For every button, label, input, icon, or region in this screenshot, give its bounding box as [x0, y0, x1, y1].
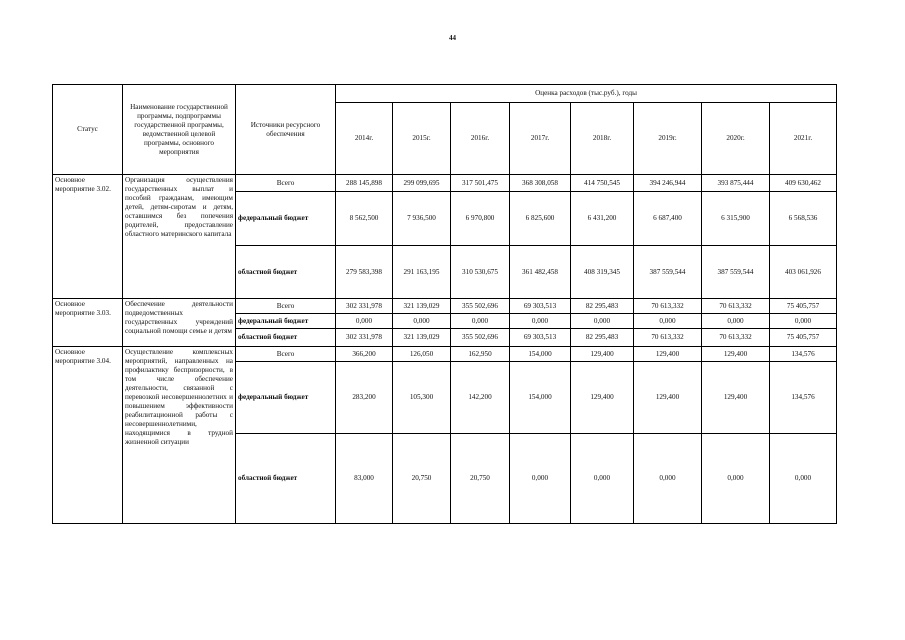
- value-cell: 82 295,483: [571, 329, 634, 347]
- value-cell: 302 331,978: [336, 299, 393, 314]
- value-cell: 75 405,757: [770, 329, 837, 347]
- value-cell: 0,000: [571, 434, 634, 524]
- value-cell: 7 936,500: [393, 192, 451, 246]
- table-row: [53, 299, 837, 314]
- value-cell: 82 295,483: [571, 299, 634, 314]
- value-cell: 0,000: [770, 434, 837, 524]
- value-cell: 70 613,332: [634, 299, 702, 314]
- value-cell: 0,000: [770, 314, 837, 329]
- value-cell: 6 568,536: [770, 192, 837, 246]
- value-cell: 279 583,398: [336, 246, 393, 299]
- value-cell: 387 559,544: [702, 246, 770, 299]
- value-cell: 6 431,200: [571, 192, 634, 246]
- value-cell: 283,200: [336, 362, 393, 434]
- value-cell: 310 530,675: [451, 246, 510, 299]
- value-cell: 126,050: [393, 347, 451, 362]
- budget-table: [52, 84, 837, 524]
- status-cell: Основное мероприятие 3.03.: [53, 299, 123, 347]
- value-cell: 0,000: [510, 314, 571, 329]
- value-cell: 387 559,544: [634, 246, 702, 299]
- status-cell: Основное мероприятие 3.02.: [53, 175, 123, 299]
- value-cell: 0,000: [702, 434, 770, 524]
- value-cell: 366,200: [336, 347, 393, 362]
- value-cell: 129,400: [571, 362, 634, 434]
- value-cell: 134,576: [770, 362, 837, 434]
- value-cell: 288 145,898: [336, 175, 393, 192]
- source-cell: областной бюджет: [236, 434, 336, 524]
- value-cell: 393 875,444: [702, 175, 770, 192]
- value-cell: 129,400: [702, 347, 770, 362]
- value-cell: 20,750: [451, 434, 510, 524]
- year-header: 2015г.: [393, 103, 451, 175]
- value-cell: 6 687,400: [634, 192, 702, 246]
- value-cell: 291 163,195: [393, 246, 451, 299]
- year-header: 2019г.: [634, 103, 702, 175]
- header-estimate: Оценка расходов (тыс.руб.), годы: [336, 85, 837, 103]
- year-header: 2017г.: [510, 103, 571, 175]
- value-cell: 0,000: [393, 314, 451, 329]
- header-name: Наименование государственной программы, подпрограммы государственной программы, ведомственной целевой программы, основного мероприятия: [123, 85, 236, 175]
- value-cell: 69 303,513: [510, 329, 571, 347]
- value-cell: 317 501,475: [451, 175, 510, 192]
- value-cell: 0,000: [634, 314, 702, 329]
- value-cell: 0,000: [702, 314, 770, 329]
- year-header: 2016г.: [451, 103, 510, 175]
- value-cell: 129,400: [634, 347, 702, 362]
- value-cell: 409 630,462: [770, 175, 837, 192]
- value-cell: 162,950: [451, 347, 510, 362]
- value-cell: 69 303,513: [510, 299, 571, 314]
- value-cell: 154,000: [510, 347, 571, 362]
- source-cell: Всего: [236, 299, 336, 314]
- source-cell: Всего: [236, 175, 336, 192]
- year-header: 2014г.: [336, 103, 393, 175]
- program-name-cell: Обеспечение деятельности подведомственных государственных учреждений социальной помощи семье и детям: [123, 299, 236, 347]
- value-cell: 355 502,696: [451, 299, 510, 314]
- value-cell: 129,400: [571, 347, 634, 362]
- value-cell: 0,000: [451, 314, 510, 329]
- value-cell: 0,000: [336, 314, 393, 329]
- value-cell: 355 502,696: [451, 329, 510, 347]
- value-cell: 368 308,058: [510, 175, 571, 192]
- year-header: 2020г.: [702, 103, 770, 175]
- header-source: Источники ресурсного обеспечения: [236, 85, 336, 175]
- value-cell: 134,576: [770, 347, 837, 362]
- value-cell: 129,400: [634, 362, 702, 434]
- value-cell: 129,400: [702, 362, 770, 434]
- program-name-cell: Организация осуществления государственных выплат и пособий гражданам, имеющим детей, детям-сиротам и детям, оставшимся без попечения родителей, предоставление областного материнского капитала: [123, 175, 236, 299]
- value-cell: 6 825,600: [510, 192, 571, 246]
- value-cell: 20,750: [393, 434, 451, 524]
- value-cell: 0,000: [510, 434, 571, 524]
- value-cell: 321 139,029: [393, 329, 451, 347]
- value-cell: 299 099,695: [393, 175, 451, 192]
- value-cell: 408 319,345: [571, 246, 634, 299]
- source-cell: Всего: [236, 347, 336, 362]
- source-cell: федеральный бюджет: [236, 314, 336, 329]
- value-cell: 8 562,500: [336, 192, 393, 246]
- value-cell: 154,000: [510, 362, 571, 434]
- source-cell: областной бюджет: [236, 246, 336, 299]
- header-status: Статус: [53, 85, 123, 175]
- program-name-cell: Осуществление комплексных мероприятий, направленных на профилактику беспризорности, в том числе обеспечение деятельности, связанной с перевозкой несовершеннолетних и повышением эффективности реабилитационной работы с несовершеннолетними, находящимися в трудной жизненной ситуации: [123, 347, 236, 524]
- value-cell: 361 482,458: [510, 246, 571, 299]
- page-number: 44: [449, 34, 456, 42]
- year-header: 2018г.: [571, 103, 634, 175]
- value-cell: 70 613,332: [702, 299, 770, 314]
- table-row: [53, 347, 837, 362]
- table-row: [53, 175, 837, 192]
- value-cell: 321 139,029: [393, 299, 451, 314]
- year-header: 2021г.: [770, 103, 837, 175]
- value-cell: 0,000: [634, 434, 702, 524]
- source-cell: областной бюджет: [236, 329, 336, 347]
- status-cell: Основное мероприятие 3.04.: [53, 347, 123, 524]
- value-cell: 75 405,757: [770, 299, 837, 314]
- value-cell: 414 750,545: [571, 175, 634, 192]
- source-cell: федеральный бюджет: [236, 192, 336, 246]
- value-cell: 6 970,800: [451, 192, 510, 246]
- value-cell: 394 246,944: [634, 175, 702, 192]
- value-cell: 302 331,978: [336, 329, 393, 347]
- value-cell: 0,000: [571, 314, 634, 329]
- value-cell: 6 315,900: [702, 192, 770, 246]
- value-cell: 70 613,332: [634, 329, 702, 347]
- value-cell: 70 613,332: [702, 329, 770, 347]
- source-cell: федеральный бюджет: [236, 362, 336, 434]
- value-cell: 105,300: [393, 362, 451, 434]
- value-cell: 83,000: [336, 434, 393, 524]
- value-cell: 403 061,926: [770, 246, 837, 299]
- value-cell: 142,200: [451, 362, 510, 434]
